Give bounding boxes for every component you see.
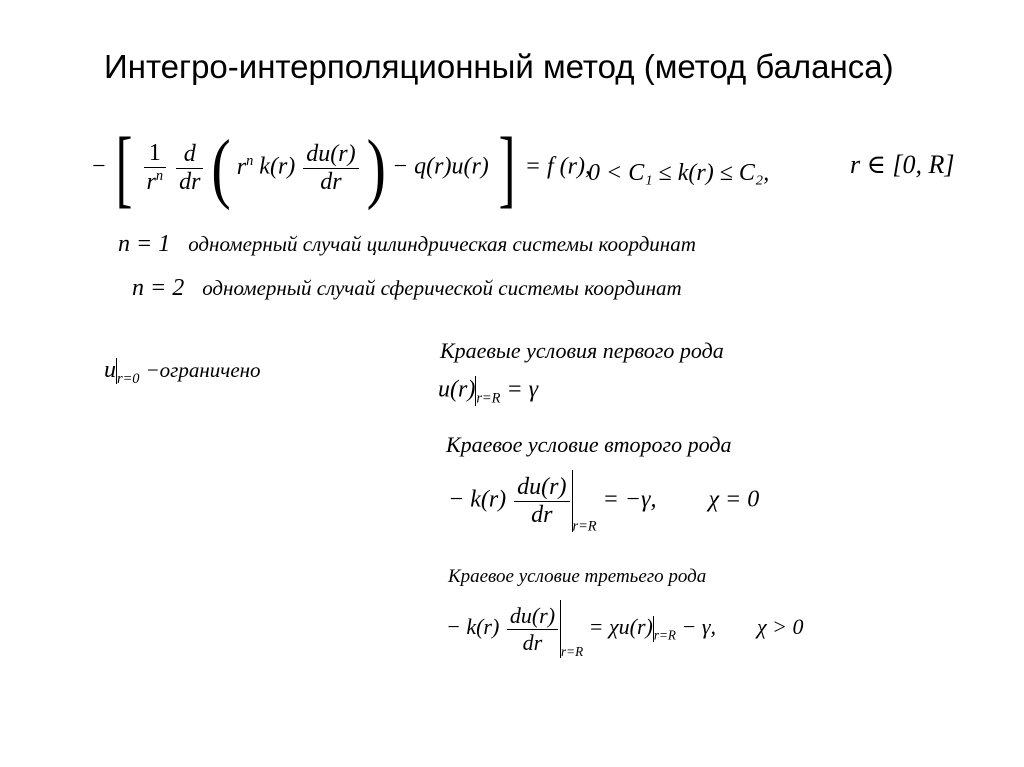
left-paren: (	[211, 123, 231, 212]
rhs-term: = f (r),	[524, 153, 591, 180]
bc3-formula	[446, 600, 804, 660]
case-row-1	[118, 231, 696, 258]
frac-den: dr	[531, 501, 553, 528]
bc3-rhs2: − γ,	[681, 614, 716, 640]
main-equation	[92, 120, 591, 216]
bc2-chi: χ = 0	[708, 486, 760, 513]
rn-base: r	[236, 153, 247, 180]
case-text: одномерный случай цилиндрическая системы координат	[188, 232, 696, 256]
frac-den: dr	[320, 168, 342, 195]
case-formula: n = 1	[118, 231, 171, 257]
bc3-sub2: r=R	[653, 627, 676, 643]
eval-sub: r=0	[117, 370, 140, 387]
frac-du-dr	[303, 141, 358, 196]
bounded-text: −ограничено	[145, 358, 261, 382]
bc1-sub: r=R	[476, 390, 501, 407]
u-symbol: u	[104, 357, 116, 383]
bc3-rhs1: = χu(r)	[588, 614, 653, 640]
frac-num: du(r)	[507, 603, 558, 630]
frac-den: dr	[522, 629, 543, 655]
frac-num: d	[176, 141, 203, 169]
case-text: одномерный случай сферической системы координат	[202, 276, 682, 300]
case-row-2	[132, 275, 682, 302]
bc1-lhs: u(r)	[438, 376, 476, 403]
center-condition	[104, 357, 261, 388]
eq-minus: −	[92, 153, 106, 180]
den-exp: n	[155, 168, 164, 184]
frac-num: 1	[144, 140, 167, 168]
rn-exp: n	[246, 152, 254, 169]
rn-term	[237, 154, 254, 180]
den-base: r	[146, 169, 156, 195]
bc2-sub: r=R	[572, 518, 597, 535]
bc3-chi: χ > 0	[757, 614, 804, 640]
domain-condition: r ∈ [0, R]	[850, 150, 955, 179]
k-term: k(r)	[259, 153, 296, 180]
frac-du-dr	[507, 603, 558, 656]
page-title: Интегро-интерполяционный метод (метод баланса)	[104, 48, 894, 85]
bc1-formula	[438, 376, 538, 407]
frac-num: du(r)	[514, 474, 569, 502]
q-term: − q(r)u(r)	[391, 153, 489, 180]
left-bracket: [	[115, 120, 132, 216]
bc3-lhs: − k(r)	[446, 614, 500, 640]
frac-den: dr	[179, 168, 201, 195]
bc2-formula	[448, 470, 759, 536]
frac-den	[144, 168, 167, 196]
frac-d-dr	[176, 141, 203, 196]
bc2-rhs: = −γ,	[602, 486, 657, 513]
bc1-rhs: = γ	[506, 376, 539, 403]
bc3-label: Краевое условие третьего рода	[448, 566, 707, 587]
bc1-label: Краевые условия первого рода	[440, 338, 724, 363]
frac-du-dr	[514, 474, 569, 529]
case-formula: n = 2	[132, 275, 185, 301]
bc3-sub: r=R	[561, 644, 584, 660]
k-bounds-condition: 0 < C₁ ≤ k(r) ≤ C₂,	[588, 160, 770, 186]
right-bracket: ]	[498, 120, 516, 216]
frac-num: du(r)	[303, 141, 358, 169]
bc2-lhs: − k(r)	[448, 486, 507, 513]
bc2-label: Краевое условие второго рода	[446, 432, 732, 457]
frac-1-over-rn	[144, 140, 167, 196]
right-paren: )	[366, 123, 386, 212]
